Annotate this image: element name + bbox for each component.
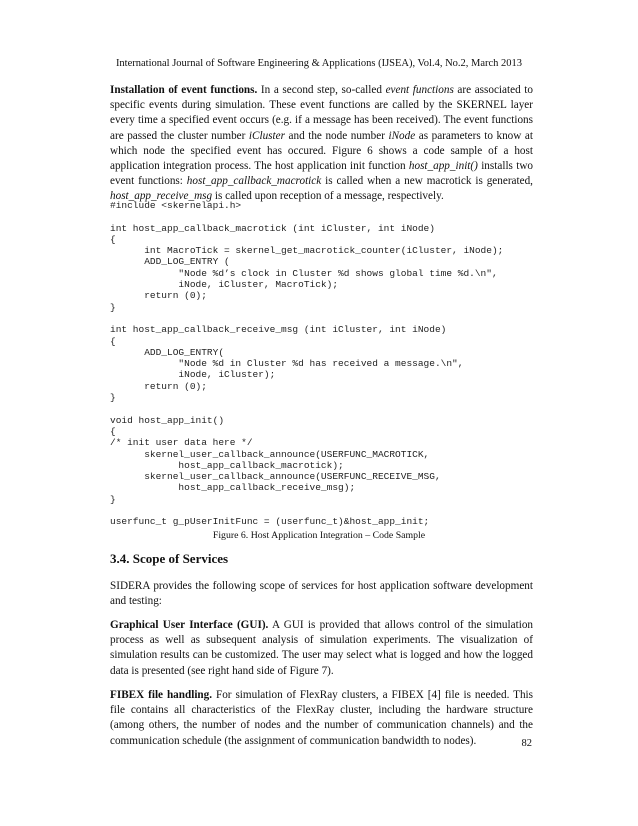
paragraph-lead: Graphical User Interface (GUI). [110,619,269,631]
paragraph-lead: FIBEX file handling. [110,689,213,701]
paragraph-scope: SIDERA provides the following scope of services for host application software development and testing: [110,580,533,608]
code-sample: #include <skernelapi.h> int host_app_callback_macrotick (int iCluster, int iNode) { int MacroTick = skernel_get_macrotick_counter(iCluster, iNode); ADD_LOG_ENTRY ( "Node %d’s clock in Cluster %d shows global time %d.\n", iNode, iCluster, MacroTick); return (0); } int host_app_callback_receive_msg (int iCluster, int iNode) { ADD_LOG_ENTRY( "Node %d in Cluster %d has received a message.\n", iNode, iCluster); return (0); } void host_app_init() { /* init user data here */ skernel_user_callback_announce(USERFUNC_MACROTICK, host_app_callback_macrotick); skernel_user_callback_announce(USERFUNC_RECEIVE_MSG, host_app_callback_receive_msg); } userfunc_t g_pUserInitFunc = (userfunc_t)&host_app_init; [110,200,504,528]
section-heading: 3.4. Scope of Services [110,551,229,566]
paragraph-event-functions: Installation of event functions. In a second step, so-called event functions are associated to specific events during simulation. These event functions are called by the SKERNEL layer every time a specified event occurs (e.g. if a message has been received). The event functions are passed the cluster number iCluster and the node number iNode as parameters to know at which node the specified event has occured. Figure 6 shows a code sample of a host application integration process. The host application init function host_app_init() installs two event functions: host_app_callback_macrotick is called when a new macrotick is generated, host_app_receive_msg is called upon reception of a message, respectively. [110,84,534,203]
page-number: 82 [521,738,532,749]
figure-caption: Figure 6. Host Application Integration – Code Sample [212,530,426,541]
running-header: International Journal of Software Engineering & Applications (IJSEA), Vol.4, No.2, March 2013 [115,58,523,69]
paragraph-lead: Installation of event functions. [110,84,258,96]
paragraph-fibex: FIBEX file handling. For simulation of FlexRay clusters, a FIBEX [4] file is needed. This file contains all characteristics of the FlexRay cluster, including the hardware structure (among others, the number of nodes and the number of communication channels) and the communication schedule (the assignment of communication bandwidth to nodes). [110,689,534,747]
paragraph-gui: Graphical User Interface (GUI). A GUI is provided that allows control of the simulation process as well as subsequent analysis of simulation experiments. The visualization of simulation results can be customized. The user may select what is logged and how the logged data is presented (see right hand side of Figure 7). [110,619,534,677]
